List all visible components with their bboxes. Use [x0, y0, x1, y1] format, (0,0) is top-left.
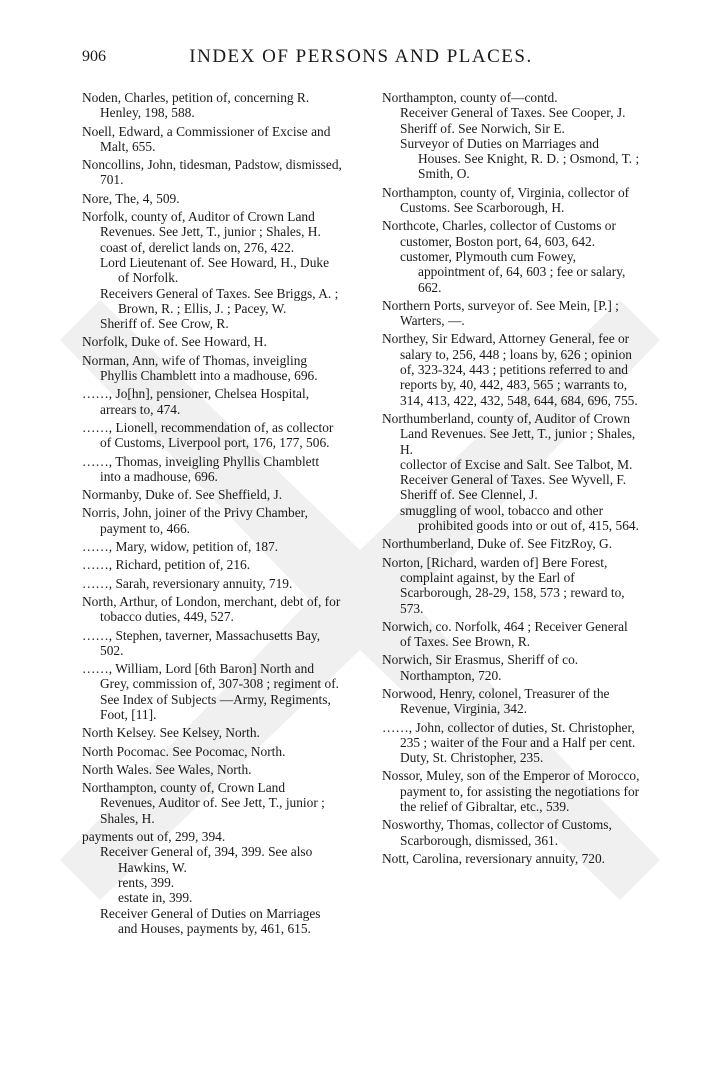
index-entry: Northey, Sir Edward, Attorney General, fee or salary to, 256, 448 ; loans by, 626 ; opinion of, 323-324, 443 ; petitions referred to and reports by, 40, 442, 483, 565 ; warrants to, 314, 413, 422, 432, 548, 644, 684, 696, 755. [382, 331, 638, 408]
index-entry: Nott, Carolina, reversionary annuity, 720. [382, 850, 605, 866]
index-entry: North Pocomac. See Pocomac, North. [82, 743, 286, 759]
index-entry: Norwich, co. Norfolk, 464 ; Receiver General of Taxes. See Brown, R. [382, 618, 628, 650]
index-subentry: rents, 399. [118, 874, 175, 890]
index-entry: Nore, The, 4, 509. [82, 190, 180, 206]
index-entry: Norwood, Henry, colonel, Treasurer of the Revenue, Virginia, 342. [382, 685, 610, 717]
index-entry: ……, Thomas, inveigling Phyllis Chamblett into a madhouse, 696. [82, 453, 320, 484]
index-entry: Norris, John, joiner of the Privy Chamber, payment to, 466. [82, 505, 308, 536]
index-entry: Northampton, county of—contd. [382, 90, 558, 105]
right-column [382, 90, 642, 869]
index-entry: Noden, Charles, petition of, concerning R. Henley, 198, 588. [82, 90, 310, 121]
index-entry: ……, Lionell, recommendation of, as collector of Customs, Liverpool port, 176, 177, 506. [82, 419, 334, 451]
index-entry: North Wales. See Wales, North. [82, 761, 252, 777]
index-subentry: Sheriff of. See Norwich, Sir E. [400, 120, 565, 136]
index-entry: Northumberland, Duke of. See FitzRoy, G. [382, 536, 613, 552]
index-subentry: Lord Lieutenant of. See Howard, H., Duke of Norfolk. [100, 254, 330, 286]
index-subentry: Receiver General of Taxes. See Cooper, J. [400, 105, 626, 121]
index-subentry: Sheriff of. See Clennel, J. [400, 487, 538, 503]
index-subentry: customer, Plymouth cum Fowey, appointment of, 64, 603 ; fee or salary, 662. [400, 248, 626, 295]
index-entry: Northumberland, county of, Auditor of Crown Land Revenues. See Jett, T., junior ; Shales, H. [382, 410, 636, 457]
index-entry: North Kelsey. See Kelsey, North. [82, 725, 260, 741]
index-entry: Northern Ports, surveyor of. See Mein, [P.] ; Warters, —. [382, 297, 619, 329]
index-subentry: Receiver General of, 394, 399. See also Hawkins, W. [100, 844, 313, 875]
index-entry: Norfolk, Duke of. See Howard, H. [82, 334, 267, 350]
index-entry: Noncollins, John, tidesman, Padstow, dismissed, 701. [82, 157, 342, 188]
index-entry: Norton, [Richard, warden of] Bere Forest, complaint against, by the Earl of Scarborough, 28-29, 158, 573 ; reward to, 573. [382, 554, 625, 616]
index-subentry: Surveyor of Duties on Marriages and Houses. See Knight, R. D. ; Osmond, T. ; Smith, O. [400, 135, 640, 182]
index-entry: ……, Richard, petition of, 216. [82, 557, 251, 573]
index-entry: ……, William, Lord [6th Baron] North and Grey, commission of, 307-308 ; regiment of. See Index of Subjects —Army, Regiments, Foot, [11]. [82, 661, 340, 722]
index-subentry: coast of, derelict lands on, 276, 422. [100, 239, 295, 255]
index-subentry: estate in, 399. [118, 890, 193, 906]
index-entry: Nosworthy, Thomas, collector of Customs, Scarborough, dismissed, 361. [382, 817, 612, 848]
index-entry: Northcote, Charles, collector of Customs or customer, Boston port, 64, 603, 642. [382, 218, 616, 249]
page-header [82, 48, 640, 72]
index-entry: ……, Sarah, reversionary annuity, 719. [82, 575, 293, 591]
left-column [82, 90, 342, 936]
index-subentry: smuggling of wool, tobacco and other prohibited goods into or out of, 415, 564. [400, 502, 639, 534]
index-entry: Nossor, Muley, son of the Emperor of Morocco, payment to, for assisting the negotiations for the relief of Gibraltar, etc., 539. [382, 768, 640, 815]
index-entry: ……, Mary, widow, petition of, 187. [82, 539, 279, 555]
index-subentry: Receiver General of Duties on Marriages and Houses, payments by, 461, 615. [100, 905, 321, 936]
index-subentry: collector of Excise and Salt. See Talbot, M. [400, 456, 633, 472]
index-entry: North, Arthur, of London, merchant, debt of, for tobacco duties, 449, 527. [82, 593, 341, 625]
index-subentry: Sheriff of. See Crow, R. [100, 316, 229, 332]
index-entry: Noell, Edward, a Commissioner of Excise and Malt, 655. [82, 123, 331, 154]
index-entry: ……, Stephen, taverner, Massachusetts Bay, 502. [82, 627, 321, 658]
index-entry: Norman, Ann, wife of Thomas, inveigling Phyllis Chamblett into a madhouse, 696. [82, 352, 318, 384]
index-entry: Norwich, Sir Erasmus, Sheriff of co. Northampton, 720. [382, 652, 579, 683]
index-entry: ……, John, collector of duties, St. Christopher, 235 ; waiter of the Four and a Half per cent. Duty, St. Christopher, 235. [382, 719, 636, 766]
index-entry: Northampton, county of, Crown Land Revenues, Auditor of. See Jett, T., junior ; Shales, H. [82, 780, 325, 826]
index-entry: payments out of, 299, 394. [82, 829, 226, 845]
page-title: INDEX OF PERSONS AND PLACES. [189, 46, 533, 67]
index-subentry: Receiver General of Taxes. See Wyvell, F. [400, 472, 627, 488]
index-entry: Normanby, Duke of. See Sheffield, J. [82, 487, 283, 503]
page-number: 906 [82, 48, 106, 65]
index-subentry: Receivers General of Taxes. See Briggs, A. ; Brown, R. ; Ellis, J. ; Pacey, W. [100, 285, 339, 316]
index-entry: Norfolk, county of, Auditor of Crown Land Revenues. See Jett, T., junior ; Shales, H. [82, 209, 321, 240]
index-entry: ……, Jo[hn], pensioner, Chelsea Hospital, arrears to, 474. [82, 386, 310, 417]
index-entry: Northampton, county of, Virginia, collector of Customs. See Scarborough, H. [382, 184, 630, 216]
